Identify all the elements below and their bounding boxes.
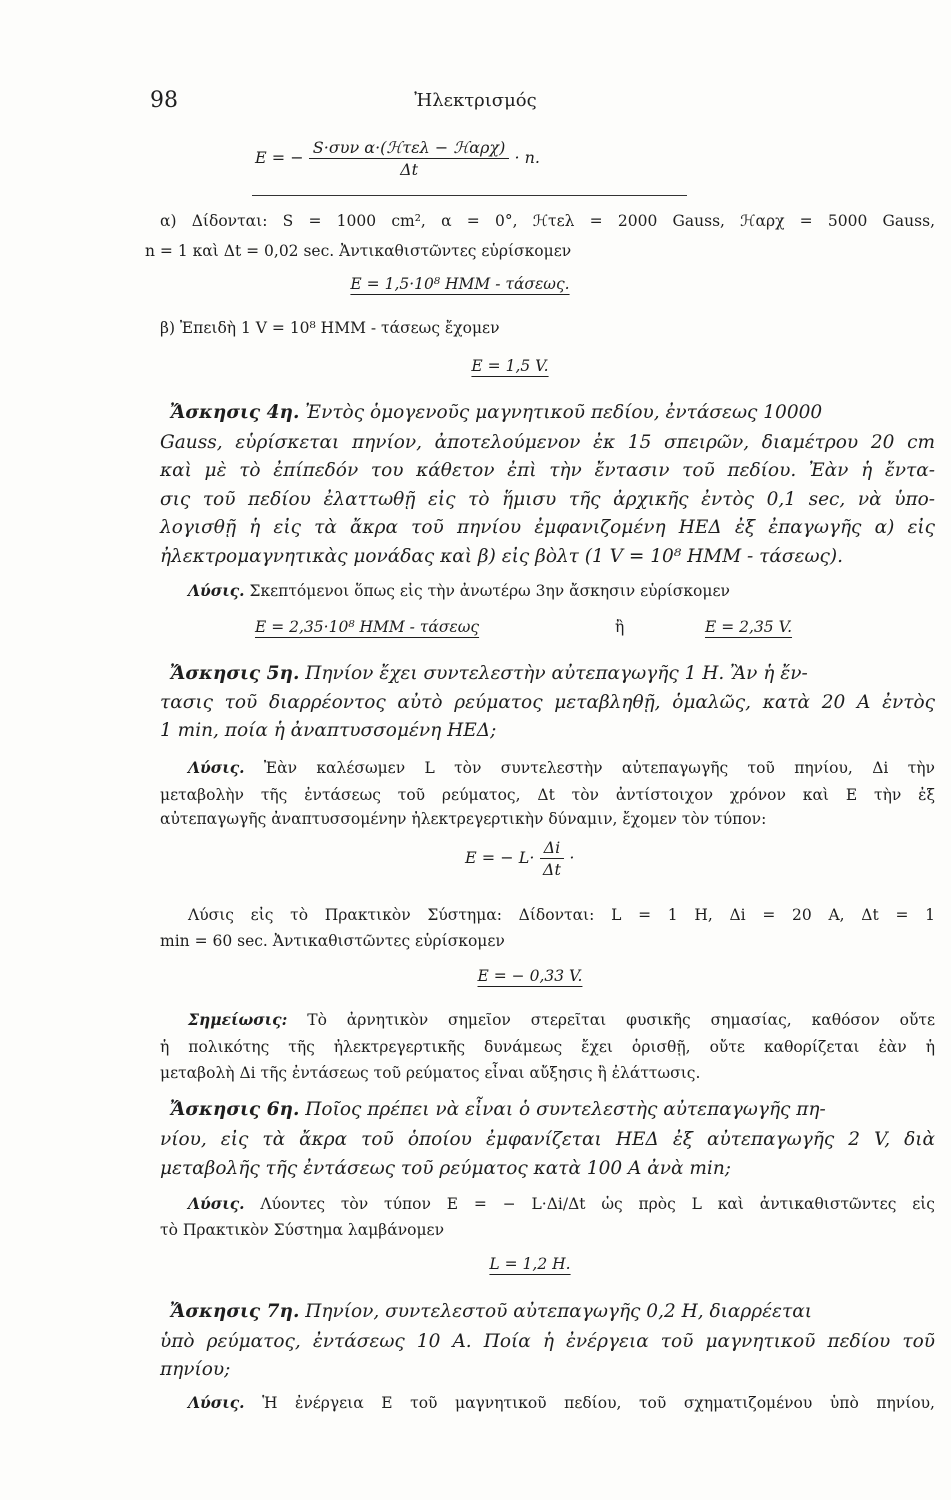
ex7-solution	[188, 1392, 935, 1414]
ex5-formula-numerator: Δi	[540, 838, 565, 859]
ex7-line-1: ὑπὸ ρεύματος, ἐντάσεως 10 A. Ποία ἡ ἐνέργεια τοῦ μαγνητικοῦ πεδίου τοῦ	[160, 1331, 935, 1352]
part-a-line1: α) Δίδονται: S = 1000 cm², α = 0°, ℋτελ = 2000 Gauss, ℋαρχ = 5000 Gauss,	[160, 212, 935, 230]
formula-top-numerator: S·συν α·(ℋτελ − ℋαρχ)	[309, 138, 510, 159]
part-b-result-wrap	[160, 355, 860, 377]
ex5-solution-line0	[188, 757, 935, 779]
ex5-formula-tail: ·	[569, 848, 575, 867]
part-a-result-wrap	[160, 273, 760, 295]
ex4-solution-label: Λύσις.	[188, 581, 245, 600]
ex5-formula-fraction	[540, 838, 565, 879]
ex5-title: Ἄσκησις 5η.	[170, 663, 300, 684]
ex5-line-2: 1 min, ποία ἡ ἀναπτυσσομένη ΗΕΔ;	[160, 720, 497, 741]
ex4-result1: E = 2,35·10⁸ ΗΜΜ - τάσεως	[255, 618, 480, 636]
ex5-solution-label: Λύσις.	[188, 758, 245, 777]
formula-top-lhs: E = −	[255, 148, 304, 167]
ex6-result: L = 1,2 H.	[489, 1255, 571, 1273]
ex6-result-wrap	[160, 1253, 900, 1275]
ex4-line-4: λογισθῇ ἡ εἰς τὰ ἄκρα τοῦ πηνίου ἐμφανιζομένη ΗΕΔ ἐξ ἐπαγωγῆς α) εἰς	[160, 517, 935, 538]
ex6-solution-line0	[188, 1193, 935, 1215]
ex5-result-wrap	[160, 965, 900, 987]
ex4-line-0: Ἐντὸς ὁμογενοῦς μαγνητικοῦ πεδίου, ἐντάσεως 10000	[305, 402, 823, 423]
ex6-solution-label: Λύσις.	[188, 1194, 245, 1213]
note-line-1: ἡ πολικότης τῆς ἠλεκτρεγερτικῆς δυνάμεως ἔχει ὁρισθῇ, οὔτε καθορίζεται ἐὰν ἡ	[160, 1038, 935, 1056]
ex6-line-0: Ποῖος πρέπει νὰ εἶναι ὁ συντελεστὴς αὐτεπαγωγῆς πη-	[305, 1099, 826, 1120]
formula-top-denominator: Δt	[400, 160, 419, 179]
ex5-formula	[465, 838, 574, 879]
part-a-line2: n = 1 καὶ Δt = 0,02 sec. Ἀντικαθιστῶντες εὑρίσκομεν	[145, 242, 572, 260]
ex5-practical-line2: min = 60 sec. Ἀντικαθιστῶντες εὑρίσκομεν	[160, 932, 505, 950]
ex5-practical-line1: Λύσις εἰς τὸ Πρακτικὸν Σύστημα: Δίδονται: L = 1 H, Δi = 20 A, Δt = 1	[188, 906, 935, 924]
ex4-title: Ἄσκησις 4η.	[170, 402, 300, 423]
part-b-line1: β) Ἐπειδὴ 1 V = 10⁸ ΗΜΜ - τάσεως ἔχομεν	[160, 319, 500, 337]
formula-top-rhs: · n.	[514, 148, 540, 167]
ex4-line-2: καὶ μὲ τὸ ἐπίπεδόν του κάθετον ἐπὶ τὴν ἔντασιν τοῦ πεδίου. Ἐὰν ἡ ἔντα-	[160, 460, 935, 481]
running-title: Ἠλεκτρισμός	[414, 90, 537, 111]
ex7-line-2: πηνίου;	[160, 1359, 231, 1380]
note-line0	[188, 1009, 935, 1031]
ex6-solution-line-0: Λύοντες τὸν τύπον E = − L·Δi/Δt ὡς πρὸς L καὶ ἀντικαθιστῶντες εἰς	[260, 1195, 935, 1213]
ex5-solution-line-1: μεταβολὴν τῆς ἐντάσεως τοῦ ρεύματος, Δt τὸν ἀντίστοιχον χρόνον καὶ E τὴν ἐξ	[160, 786, 935, 804]
part-b-result: E = 1,5 V.	[471, 357, 549, 375]
note-line-2: μεταβολὴ Δi τῆς ἐντάσεως τοῦ ρεύματος εἶναι αὔξησις ἢ ἐλάττωσις.	[160, 1064, 701, 1082]
ex5-formula-lhs: E = − L·	[465, 848, 535, 867]
ex4-or: ἢ	[615, 618, 625, 636]
ex5-result: E = − 0,33 V.	[477, 967, 583, 985]
ex6-title: Ἄσκησις 6η.	[170, 1099, 300, 1120]
page-header	[0, 88, 951, 118]
ex5-first-line	[170, 663, 935, 685]
ex5-solution-line-0: Ἐὰν καλέσωμεν L τὸν συντελεστὴν αὐτεπαγωγῆς τοῦ πηνίου, Δi τὴν	[263, 759, 935, 777]
ex4-solution-text: Σκεπτόμενοι ὅπως εἰς τὴν ἀνωτέρω 3ην ἄσκησιν εὑρίσκομεν	[249, 582, 730, 600]
note-label: Σημείωσις:	[188, 1010, 288, 1029]
ex4-line-1: Gauss, εὑρίσκεται πηνίον, ἀποτελούμενον ἐκ 15 σπειρῶν, διαμέτρου 20 cm	[160, 432, 935, 453]
ex4-first-line	[170, 402, 935, 424]
ex5-formula-denominator: Δt	[542, 860, 561, 879]
page-number: 98	[150, 88, 178, 113]
ex7-solution-label: Λύσις.	[188, 1393, 245, 1412]
part-a-result: E = 1,5·10⁸ ΗΜΜ - τάσεως.	[350, 275, 570, 293]
ex7-first-line	[170, 1301, 935, 1323]
ex4-result2: E = 2,35 V.	[705, 618, 793, 636]
ex6-solution-line-1: τὸ Πρακτικὸν Σύστημα λαμβάνομεν	[160, 1221, 445, 1239]
ex5-line-0: Πηνίον ἔχει συντελεστὴν αὐτεπαγωγῆς 1 H. Ἂν ἡ ἔν-	[305, 663, 808, 684]
ex5-solution-line-2: αὐτεπαγωγῆς ἀναπτυσσομένην ἠλεκτρεγερτικὴν δύναμιν, ἔχομεν τὸν τύπον:	[160, 810, 767, 828]
ex6-line-2: μεταβολῆς τῆς ἐντάσεως τοῦ ρεύματος κατὰ 100 A ἀνὰ min;	[160, 1158, 731, 1179]
ex6-first-line	[170, 1099, 935, 1121]
note-line-0: Τὸ ἀρνητικὸν σημεῖον στερεῖται φυσικῆς σημασίας, καθόσον οὔτε	[307, 1011, 935, 1029]
ex4-solution	[188, 580, 951, 602]
ex4-results	[255, 616, 875, 638]
ex7-title: Ἄσκησις 7η.	[170, 1301, 300, 1322]
ex6-line-1: νίου, εἰς τὰ ἄκρα τοῦ ὁποίου ἐμφανίζεται ΗΕΔ ἐξ αὐτεπαγωγῆς 2 V, διὰ	[160, 1129, 935, 1150]
ex4-line-5: ἠλεκτρομαγνητικὰς μονάδας καὶ β) εἰς βὸλτ (1 V = 10⁸ ΗΜΜ - τάσεως).	[160, 546, 843, 567]
ex7-solution-text: Ἡ ἐνέργεια E τοῦ μαγνητικοῦ πεδίου, τοῦ σχηματιζομένου ὑπὸ πηνίου,	[262, 1394, 935, 1412]
formula-top-underline	[252, 195, 687, 196]
ex7-line-0: Πηνίον, συντελεστοῦ αὐτεπαγωγῆς 0,2 H, διαρρέεται	[305, 1301, 812, 1322]
ex5-line-1: τασις τοῦ διαρρέοντος αὐτὸ ρεύματος μεταβληθῇ, ὁμαλῶς, κατὰ 20 A ἐντὸς	[160, 692, 935, 713]
formula-top	[255, 138, 540, 179]
ex4-line-3: σις τοῦ πεδίου ἐλαττωθῇ εἰς τὸ ἥμισυ τῆς ἀρχικῆς ἐντὸς 0,1 sec, νὰ ὑπο-	[160, 489, 935, 510]
formula-top-fraction	[309, 138, 510, 179]
